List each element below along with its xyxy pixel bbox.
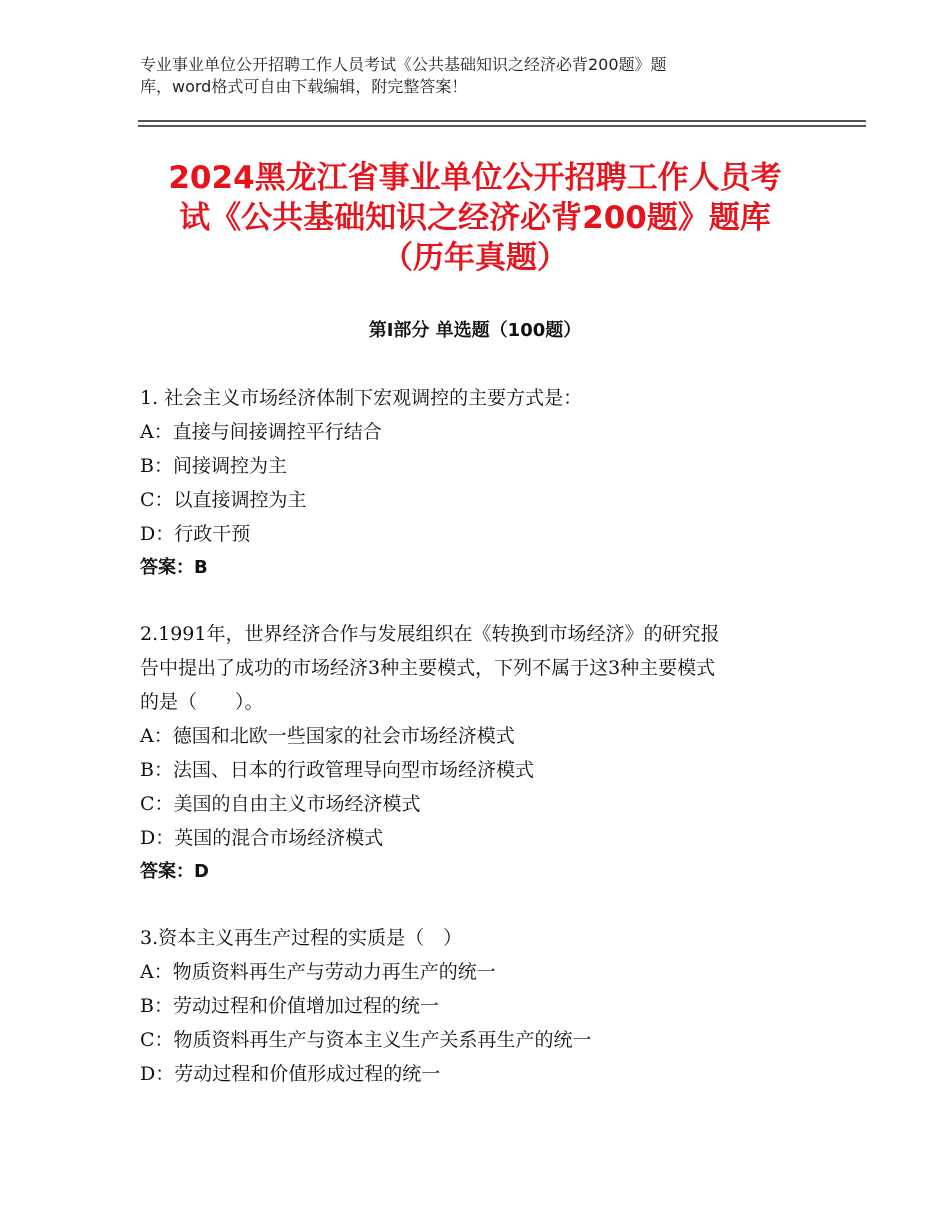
question-1 (140, 381, 820, 585)
option-c: C：美国的自由主义市场经济模式 (140, 793, 421, 815)
option-c: C：以直接调控为主 (140, 489, 307, 511)
header-rule-top (138, 120, 866, 122)
question-stem: 2.1991年，世界经济合作与发展组织在《转换到市场经济》的研究报 (140, 623, 720, 645)
question-list (140, 381, 820, 1123)
option-a: A：直接与间接调控平行结合 (140, 421, 382, 443)
option-b: B：间接调控为主 (140, 455, 287, 477)
document-title (120, 158, 830, 278)
option-a: A：物质资料再生产与劳动力再生产的统一 (140, 961, 496, 983)
option-d: D：英国的混合市场经济模式 (140, 827, 384, 849)
option-b: B：法国、日本的行政管理导向型市场经济模式 (140, 759, 534, 781)
title-line: 试《公共基础知识之经济必背200题》题库 (179, 200, 771, 236)
option-d: D：劳动过程和价值形成过程的统一 (140, 1063, 441, 1085)
option-a: A：德国和北欧一些国家的社会市场经济模式 (140, 725, 515, 747)
header-rule-bottom (138, 125, 866, 127)
header-note (140, 54, 790, 98)
header-note-line: 专业事业单位公开招聘工作人员考试《公共基础知识之经济必背200题》题 (140, 55, 667, 74)
title-line: （历年真题） (382, 240, 568, 276)
question-2 (140, 617, 820, 889)
header-note-line: 库，word格式可自由下载编辑，附完整答案！ (140, 77, 468, 96)
title-line: 2024黑龙江省事业单位公开招聘工作人员考 (168, 160, 782, 196)
question-stem: 3.资本主义再生产过程的实质是（ ） (140, 927, 463, 949)
question-stem: 1. 社会主义市场经济体制下宏观调控的主要方式是： (140, 387, 583, 409)
option-b: B：劳动过程和价值增加过程的统一 (140, 995, 439, 1017)
answer: 答案：B (140, 557, 208, 578)
question-stem: 告中提出了成功的市场经济3种主要模式，下列不属于这3种主要模式 (140, 657, 716, 679)
section-heading: 第Ⅰ部分 单选题（100题） (368, 320, 582, 341)
option-c: C：物质资料再生产与资本主义生产关系再生产的统一 (140, 1029, 592, 1051)
question-3 (140, 921, 820, 1091)
question-stem: 的是（ ）。 (140, 691, 264, 713)
option-d: D：行政干预 (140, 523, 251, 545)
answer: 答案：D (140, 861, 209, 882)
